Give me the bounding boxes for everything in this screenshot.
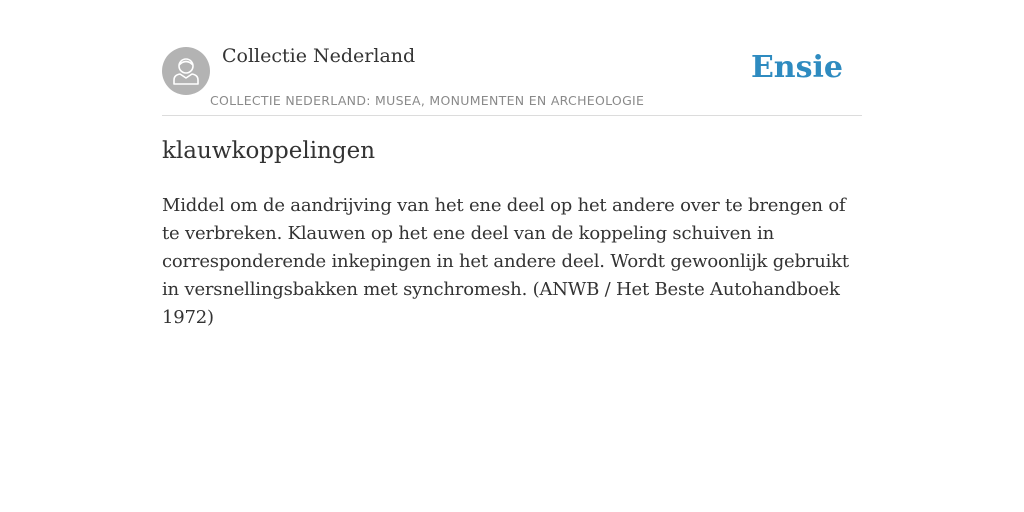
author-link[interactable]: Collectie Nederland: [222, 45, 416, 67]
term-definition: Middel om de aandrijving van het ene deel op het andere over te brengen of te verbreken. Klauwen op het ene deel van de koppeling schuiven in corresponderende inkepingen in het andere deel. Wordt gewoonlijk gebruikt in versnellingsbakken met synchromesh. (ANWB / Het Beste Autohandboek 1972): [162, 195, 849, 328]
user-icon: [162, 47, 210, 95]
header: [162, 40, 862, 116]
ensie-logo[interactable]: Ensie: [750, 50, 843, 85]
source-link[interactable]: COLLECTIE NEDERLAND: MUSEA, MONUMENTEN EN ARCHEOLOGIE: [210, 93, 645, 108]
avatar[interactable]: [162, 47, 210, 95]
term-title: klauwkoppelingen: [162, 138, 376, 164]
